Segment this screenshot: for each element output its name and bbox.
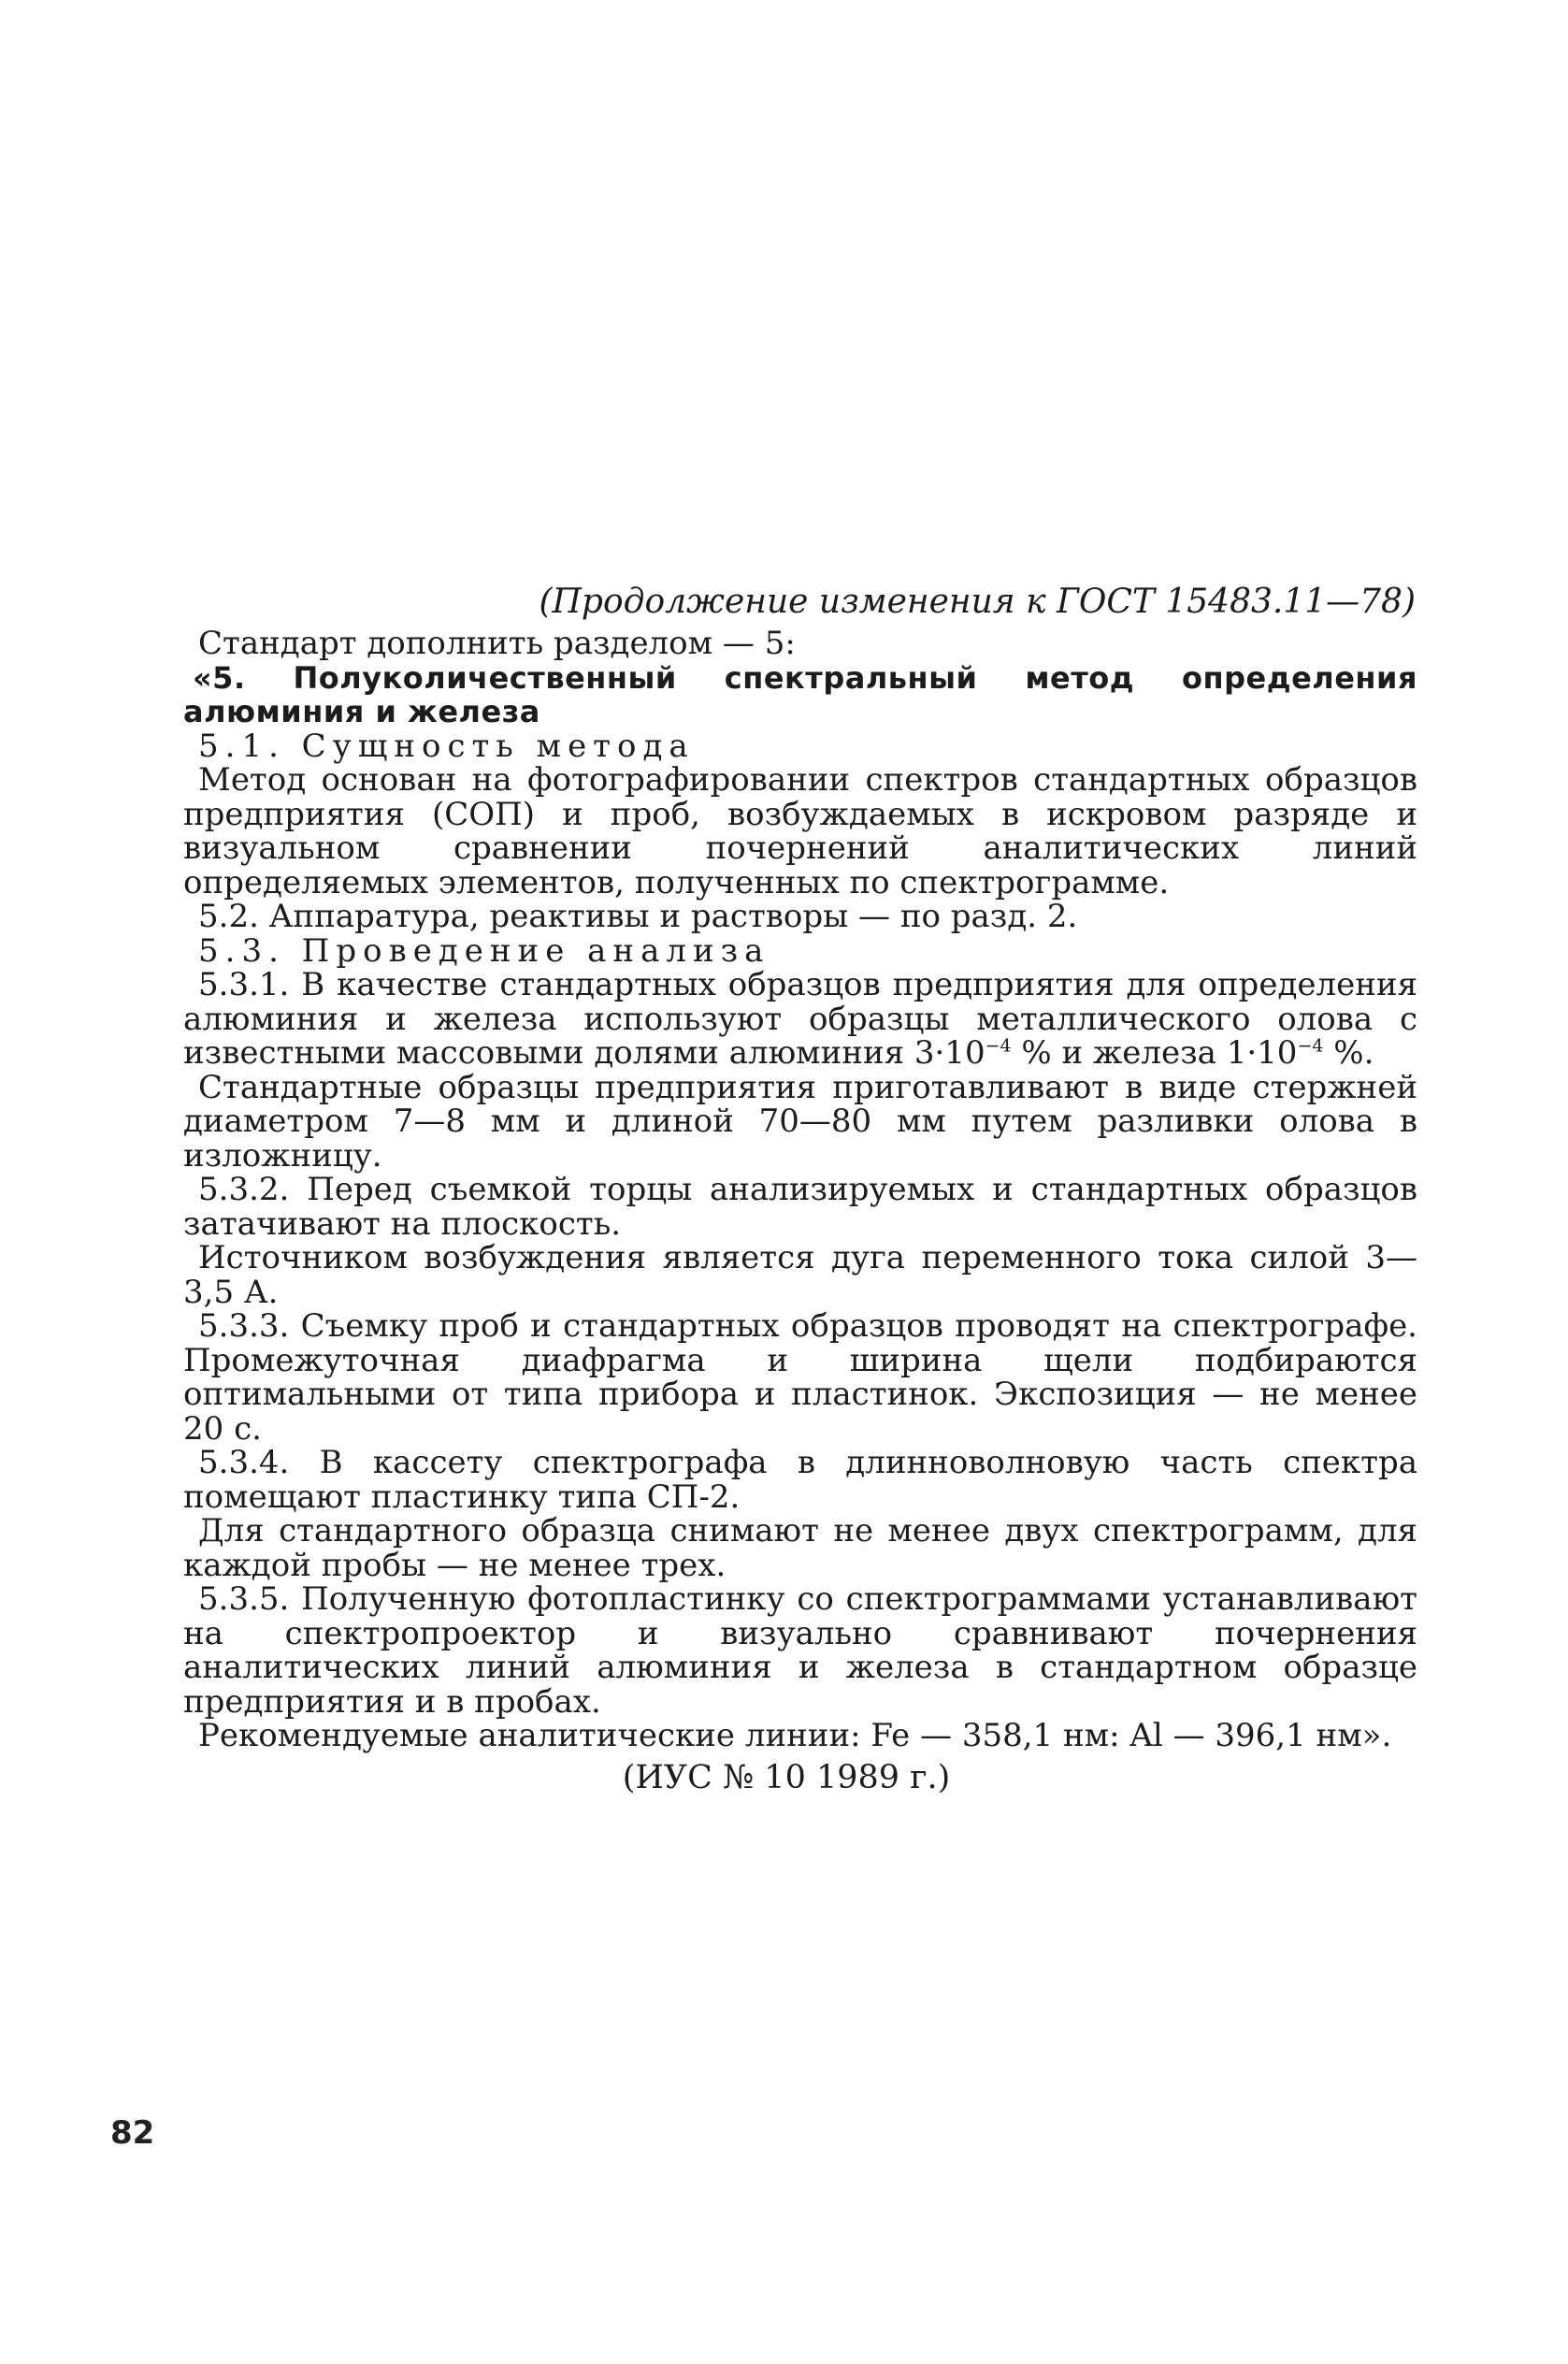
document-body <box>183 582 1417 1795</box>
page-number: 82 <box>110 2114 155 2152</box>
subsection-5-3-title: 5.3. Проведение анализа <box>198 931 770 970</box>
subsection-5-3-1-part-b: % и железа 1·10 <box>1011 1034 1298 1072</box>
subsection-5-3-5: 5.3.5. Полученную фотопластинку со спектрограммами устанавливают на спектропроектор и визуально сравнивают почернения аналитических линий алюминия и железа в стандартном образце предприятия и в пробах. <box>183 1580 1417 1721</box>
subsection-5-3-1-paragraph-2: Стандартные образцы предприятия приготавливают в виде стержней диаметром 7—8 мм и длиной 70—80 мм путем разливки олова в изложницу. <box>183 1068 1417 1175</box>
source-reference: (ИУС № 10 1989 г.) <box>622 1758 951 1796</box>
subsection-5-3-1-part-a: 5.3.1. В качестве стандартных образцов предприятия для определения алюминия и железа используют образцы металлического олова с известными массовыми долями алюминия 3·10 <box>183 966 1417 1072</box>
subsection-5-3-4-paragraph-2: Для стандартного образца снимают не менее двух спектрограмм, для каждой пробы — не менее трех. <box>183 1512 1417 1584</box>
subsection-5-3-3: 5.3.3. Съемку проб и стандартных образцов проводят на спектрографе. Промежуточная диафрагма и ширина щели подбираются оптимальными от типа прибора и пластинок. Экспозиция — не менее 20 с. <box>183 1307 1417 1448</box>
intro-paragraph: Стандарт дополнить разделом — 5: <box>198 625 796 662</box>
subsection-5-3-4: 5.3.4. В кассету спектрографа в длинноволновую часть спектра помещают пластинку типа СП-2. <box>183 1444 1417 1516</box>
exponent-aluminium: −4 <box>985 1035 1012 1057</box>
continuation-header: (Продолжение изменения к ГОСТ 15483.11—78) <box>539 583 1416 621</box>
subsection-5-3-5-paragraph-2: Рекомендуемые аналитические линии: Fe — 358,1 нм: Al — 396,1 нм». <box>198 1717 1392 1754</box>
subsection-5-1-title: 5.1. Сущность метода <box>198 727 695 765</box>
exponent-iron: −4 <box>1297 1035 1324 1057</box>
section-title: «5. Полуколичественный спектральный метод определения алюминия и железа <box>183 659 1417 729</box>
subsection-5-3-1 <box>183 968 1417 1071</box>
subsection-5-1-text: Метод основан на фотографировании спектров стандартных образцов предприятия (СОП) и проб, возбуждаемых в искровом разряде и визуальном сравнении почернений аналитических линий определяемых элементов, полученных по спектрограмме. <box>183 761 1417 901</box>
subsection-5-2: 5.2. Аппаратура, реактивы и растворы — по разд. 2. <box>198 898 1078 935</box>
subsection-5-3-2-paragraph-2: Источником возбуждения является дуга переменного тока силой 3—3,5 А. <box>183 1239 1417 1311</box>
subsection-5-3-1-part-c: %. <box>1323 1034 1374 1072</box>
subsection-5-3-2: 5.3.2. Перед съемкой торцы анализируемых и стандартных образцов затачивают на плоскость. <box>183 1171 1417 1243</box>
